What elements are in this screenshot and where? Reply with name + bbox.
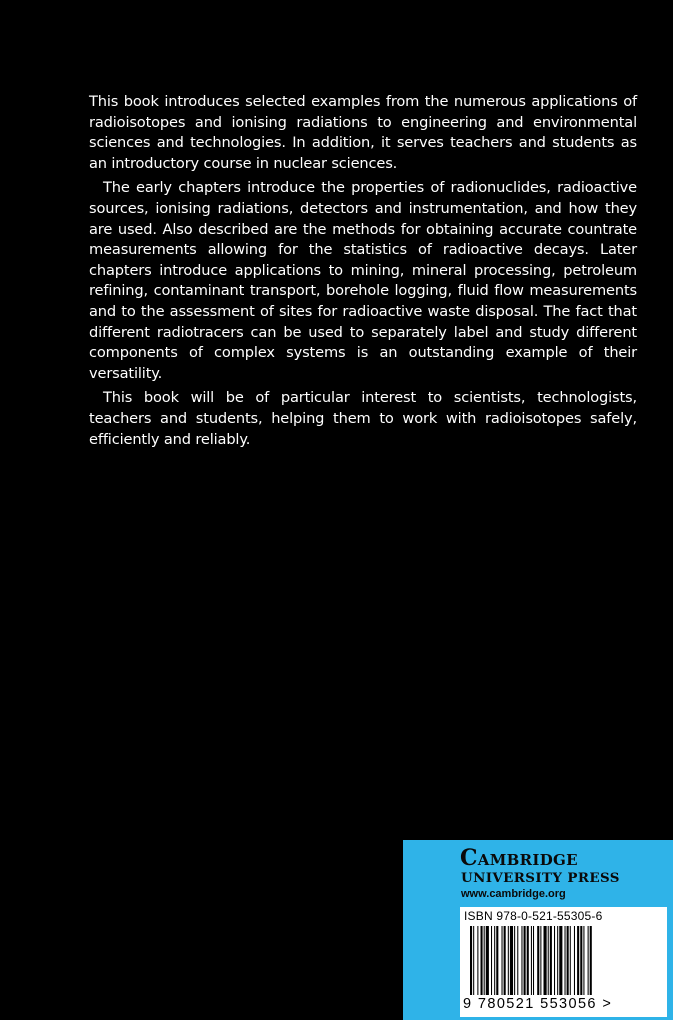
barcode-bar <box>510 926 513 995</box>
barcode-bar <box>514 926 515 995</box>
barcode-bar <box>517 926 518 995</box>
barcode-bar <box>491 926 492 995</box>
publisher-box <box>403 840 673 1020</box>
barcode-bar <box>496 926 498 995</box>
barcode-bar <box>502 926 503 995</box>
barcode-bar <box>527 926 529 995</box>
blurb-paragraph-2: The early chapters introduce the properties of radionuclides, radioactive sources, ionising radiations, detectors and instrumentation, and how they are used. Also described are the methods for obtaining accurate countrate measurements allowing for the statistics of radioactive decays. Later chapters introduce applications to mining, mineral processing, petroleum refining, contaminant transport, borehole logging, fluid flow measurements and to the assessment of sites for radioactive waste disposal. The fact that different radiotracers can be used to separately label and study different components of complex systems is an outstanding example of their versatility. <box>89 179 637 382</box>
ean-digits: 9 780521 553056 > <box>463 996 613 1012</box>
barcode-bar <box>481 926 483 995</box>
barcode-bar <box>470 926 472 995</box>
barcode-bar <box>473 926 474 995</box>
barcode-bar <box>580 926 582 995</box>
blurb-paragraph-1: This book introduces selected examples from the numerous applications of radioisotopes and ionising radiations to engineering and environmental sciences and technologies. In addition, it serves teachers and students as an introductory course in nuclear sciences. <box>89 93 637 172</box>
barcode-bar <box>583 926 584 995</box>
barcode-bar <box>537 926 539 995</box>
barcode-bar <box>577 926 579 995</box>
barcode-bar <box>540 926 541 995</box>
barcode-bar <box>557 926 558 995</box>
back-cover-blurb <box>89 92 637 450</box>
barcode-bar <box>588 926 589 995</box>
barcode-bar <box>567 926 569 995</box>
publisher-subname <box>461 870 620 886</box>
blurb-paragraph-3: This book will be of particular interest to scientists, technologists, teachers and students, helping them to work with radioisotopes safely, efficiently and reliably. <box>89 389 637 448</box>
publisher-name-text: Cambridge <box>460 845 578 871</box>
barcode-bar <box>570 926 571 995</box>
isbn-label: ISBN 978-0-521-55305-6 <box>464 909 603 923</box>
barcode-bar <box>590 926 592 995</box>
publisher-subname-text: UNIVERSITY PRESS <box>461 870 620 886</box>
barcode-bar <box>533 926 534 995</box>
barcode-bar <box>524 926 526 995</box>
barcode-bar <box>504 926 506 995</box>
publisher-name <box>460 846 670 870</box>
barcode-bar <box>494 926 495 995</box>
barcode-panel <box>460 907 667 1017</box>
barcode-bar <box>548 926 549 995</box>
barcode-bar <box>486 926 489 995</box>
barcode-bar <box>484 926 485 995</box>
barcode-bar <box>531 926 532 995</box>
barcode-bar <box>554 926 555 995</box>
publisher-url: www.cambridge.org <box>461 888 566 900</box>
barcode-bar <box>508 926 509 995</box>
barcode-bar <box>565 926 566 995</box>
barcode-bar <box>550 926 552 995</box>
barcode-bar <box>559 926 562 995</box>
barcode-bar <box>574 926 575 995</box>
barcode-bar <box>477 926 478 995</box>
barcode-bar <box>521 926 522 995</box>
barcode-bar <box>544 926 547 995</box>
